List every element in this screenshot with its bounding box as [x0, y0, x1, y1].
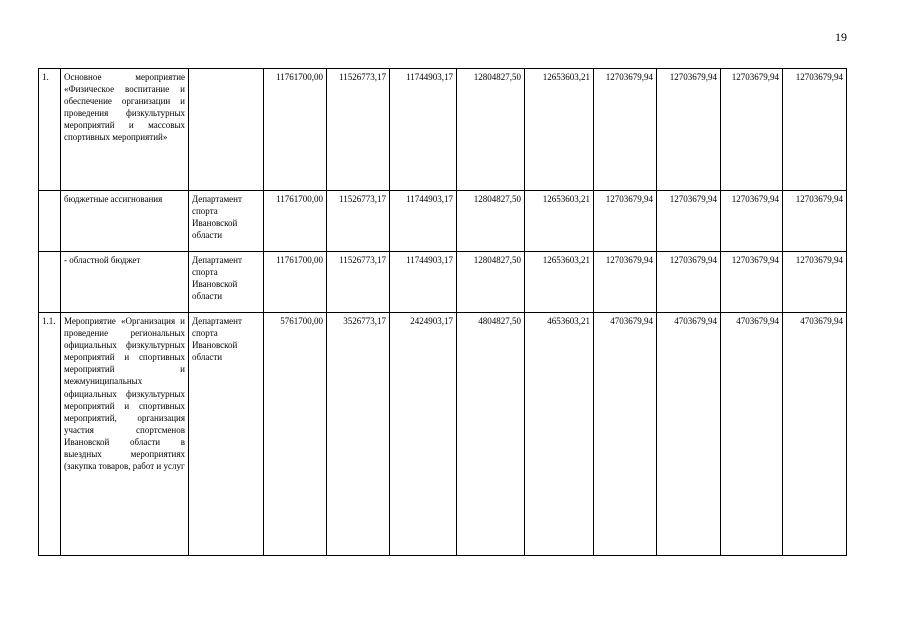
row-value: 4703679,94: [783, 313, 847, 556]
row-value: 12804827,50: [457, 191, 525, 252]
row-value: 4804827,50: [457, 313, 525, 556]
row-number: [39, 252, 61, 313]
row-value: 4703679,94: [657, 313, 721, 556]
table-row: [39, 252, 847, 313]
row-name: Мероприятие «Организация и проведение региональных официальных физкультурных мероприятий и спортивных мероприятий и межмуниципальных официальных физкультурных мероприятий и спортивных мероприятий, организация участия спортсменов Ивановской области в выездных мероприятиях (закупка товаров, работ и услуг: [61, 313, 189, 556]
row-value: 11761700,00: [264, 191, 327, 252]
row-value: 12653603,21: [525, 69, 594, 191]
row-value: 4703679,94: [594, 313, 657, 556]
table-body: [39, 69, 847, 556]
row-name: Основное мероприятие «Физическое воспитание и обеспечение организации и проведения физкультурных мероприятий и массовых спортивных мероприятий»: [61, 69, 189, 191]
row-value: 12703679,94: [721, 191, 783, 252]
row-value: 12804827,50: [457, 252, 525, 313]
row-value: 4703679,94: [721, 313, 783, 556]
row-value: 3526773,17: [327, 313, 390, 556]
row-number: [39, 191, 61, 252]
row-value: 11526773,17: [327, 69, 390, 191]
row-value: 12703679,94: [783, 252, 847, 313]
row-value: 12703679,94: [657, 191, 721, 252]
row-value: 2424903,17: [390, 313, 457, 556]
row-value: 12703679,94: [594, 252, 657, 313]
row-department: Департамент спорта Ивановской области: [189, 191, 264, 252]
row-value: 12653603,21: [525, 191, 594, 252]
row-value: 4653603,21: [525, 313, 594, 556]
row-value: 12703679,94: [721, 69, 783, 191]
table-row: [39, 313, 847, 556]
row-value: 12703679,94: [783, 191, 847, 252]
row-number: 1.: [39, 69, 61, 191]
row-value: 12804827,50: [457, 69, 525, 191]
budget-table: [38, 68, 847, 556]
row-name: - областной бюджет: [61, 252, 189, 313]
row-value: 12703679,94: [783, 69, 847, 191]
row-department: [189, 69, 264, 191]
row-department: Департамент спорта Ивановской области: [189, 313, 264, 556]
row-department: Департамент спорта Ивановской области: [189, 252, 264, 313]
row-name: бюджетные ассигнования: [61, 191, 189, 252]
row-value: 11526773,17: [327, 252, 390, 313]
row-value: 11744903,17: [390, 191, 457, 252]
row-value: 11744903,17: [390, 69, 457, 191]
row-value: 12703679,94: [594, 69, 657, 191]
row-value: 5761700,00: [264, 313, 327, 556]
table-row: [39, 69, 847, 191]
row-value: 12703679,94: [594, 191, 657, 252]
row-value: 11744903,17: [390, 252, 457, 313]
row-value: 12703679,94: [657, 252, 721, 313]
row-value: 12703679,94: [721, 252, 783, 313]
row-value: 12703679,94: [657, 69, 721, 191]
table-row: [39, 191, 847, 252]
row-value: 11761700,00: [264, 69, 327, 191]
row-value: 11761700,00: [264, 252, 327, 313]
row-number: 1.1.: [39, 313, 61, 556]
row-value: 12653603,21: [525, 252, 594, 313]
row-value: 11526773,17: [327, 191, 390, 252]
page-number: 19: [835, 30, 847, 44]
